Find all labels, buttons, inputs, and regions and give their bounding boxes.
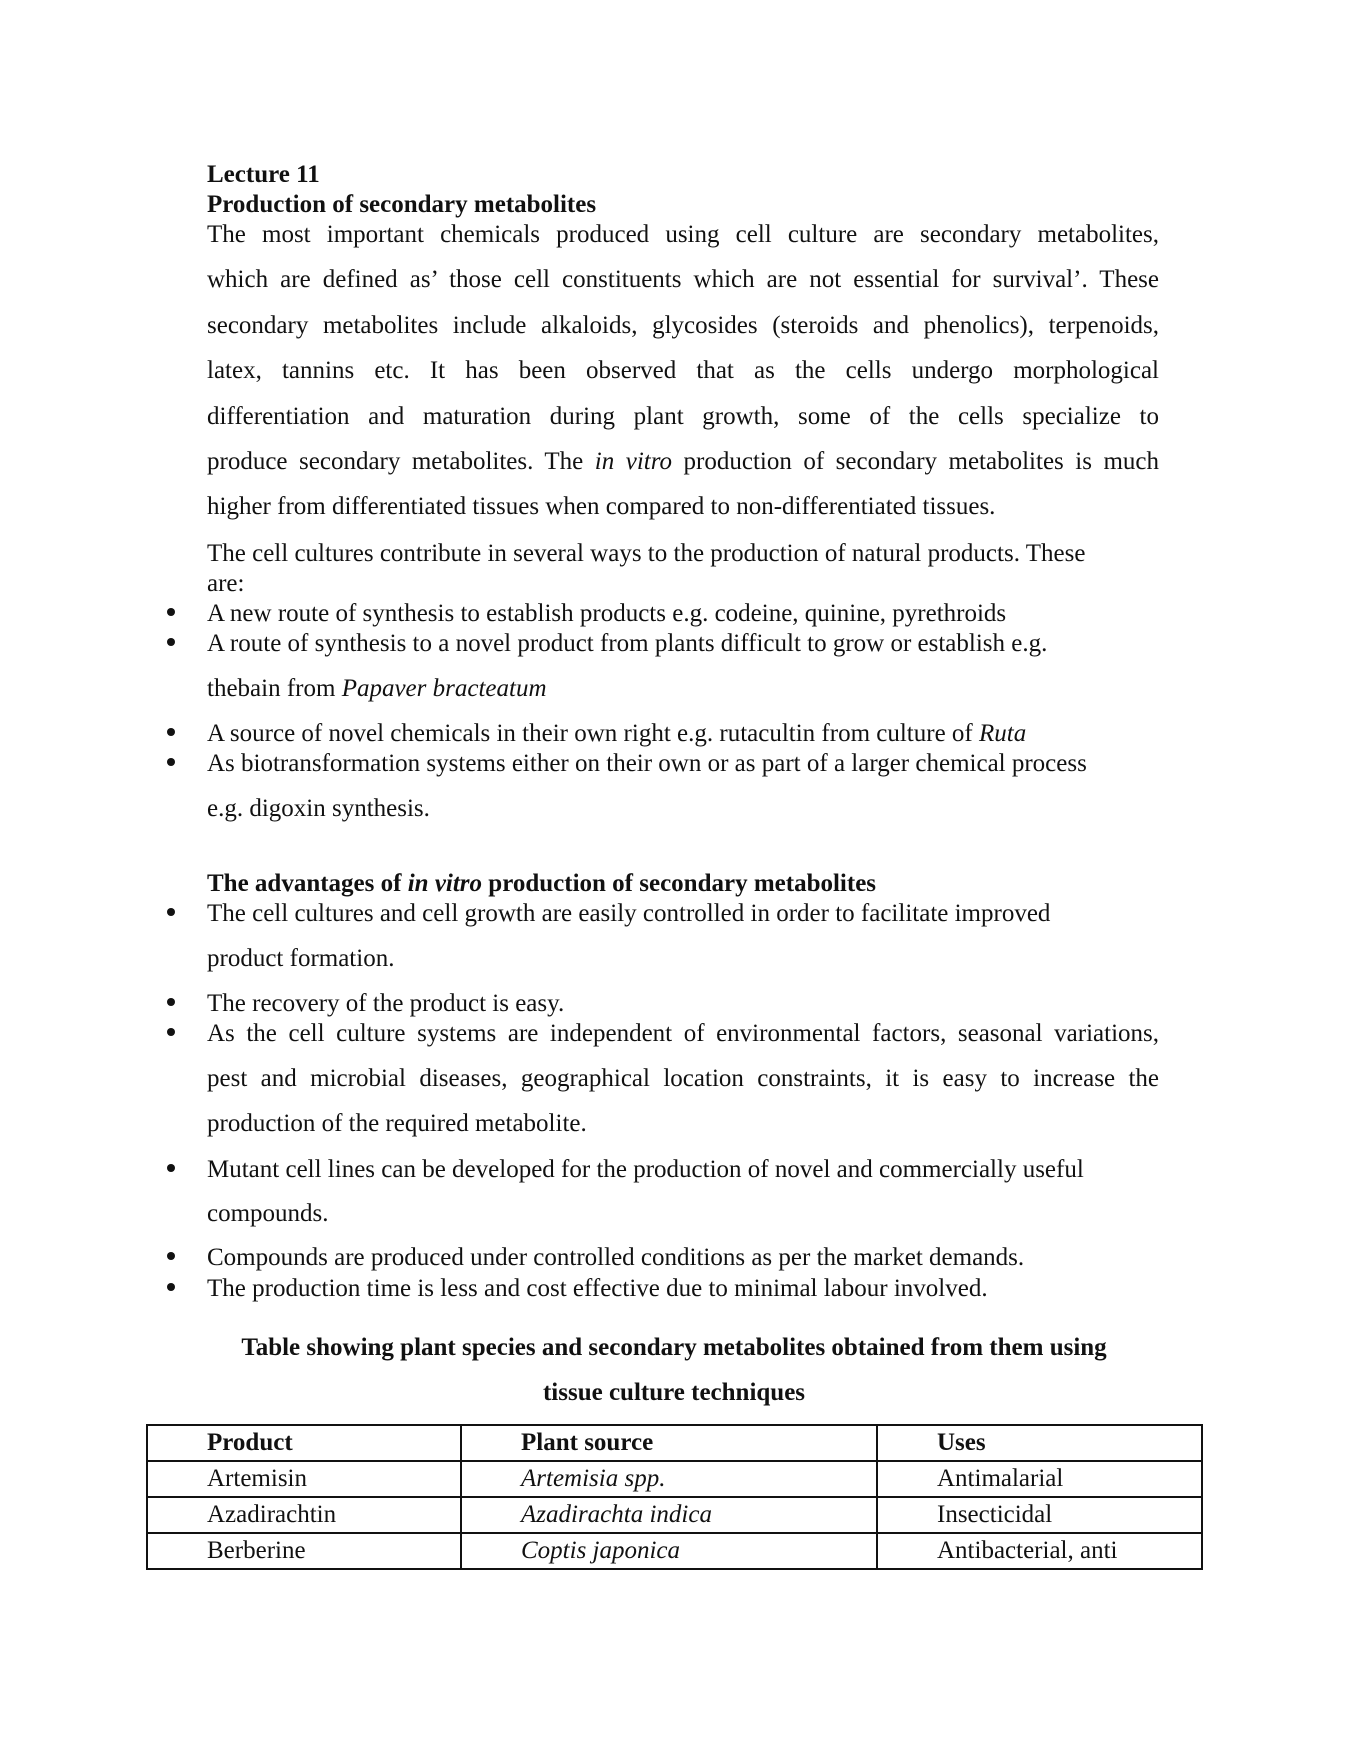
metabolites-table	[146, 1424, 1203, 1570]
species-name: Ruta	[979, 720, 1027, 747]
uses-cell: Antimalarial	[877, 1461, 1202, 1497]
section-heading	[207, 869, 876, 899]
text: production of secondary metabolites is much	[672, 448, 1159, 475]
bullet-icon	[166, 638, 178, 650]
bullet-icon	[166, 758, 178, 770]
text: thebain from	[207, 675, 342, 702]
text: produce secondary metabolites. The	[207, 448, 595, 475]
intro-line	[207, 447, 1159, 477]
column-header: Plant source	[461, 1425, 877, 1461]
plant-source-cell: Coptis japonica	[461, 1533, 877, 1569]
table-row	[147, 1533, 1202, 1569]
text: A source of novel chemicals in their own right e.g. rutacultin from culture of	[207, 720, 979, 747]
list-item-continuation	[207, 674, 547, 704]
list-item: The cell cultures and cell growth are easily controlled in order to facilitate improved	[207, 900, 1051, 927]
list-item-continuation: product formation.	[207, 945, 395, 972]
italic-term: in vitro	[407, 870, 483, 897]
italic-term: in vitro	[594, 448, 673, 475]
list-item: As biotransformation systems either on their own or as part of a larger chemical process	[207, 750, 1087, 777]
list-item: Compounds are produced under controlled conditions as per the market demands.	[207, 1244, 1025, 1271]
bullet-icon	[166, 1283, 178, 1295]
intro-line: which are defined as’ those cell constituents which are not essential for survival’. These	[207, 266, 1159, 293]
intro-line: higher from differentiated tissues when compared to non-differentiated tissues.	[207, 493, 996, 520]
intro-line: differentiation and maturation during plant growth, some of the cells specialize to	[207, 403, 1159, 430]
table-caption: Table showing plant species and secondary metabolites obtained from them using	[241, 1334, 1107, 1361]
species-name: Papaver bracteatum	[341, 675, 547, 702]
list-item-continuation: e.g. digoxin synthesis.	[207, 795, 430, 822]
table-row	[147, 1497, 1202, 1533]
plant-source-cell: Azadirachta indica	[461, 1497, 877, 1533]
intro-line: secondary metabolites include alkaloids, glycosides (steroids and phenolics), terpenoids,	[207, 312, 1159, 339]
list-item: The recovery of the product is easy.	[207, 990, 565, 1017]
contributions-lead: The cell cultures contribute in several ways to the production of natural products. These	[207, 540, 1086, 567]
list-item	[207, 719, 1026, 749]
column-header: Product	[147, 1425, 461, 1461]
list-item: A route of synthesis to a novel product from plants difficult to grow or establish e.g.	[207, 630, 1048, 657]
plant-source-cell: Artemisia spp.	[461, 1461, 877, 1497]
bullet-icon	[166, 1164, 178, 1176]
product-cell: Azadirachtin	[147, 1497, 461, 1533]
list-item: A new route of synthesis to establish products e.g. codeine, quinine, pyrethroids	[207, 600, 1007, 627]
lecture-number: Lecture 11	[207, 161, 320, 188]
table-header-row	[147, 1425, 1202, 1461]
list-item: As the cell culture systems are independent of environmental factors, seasonal variations,	[207, 1020, 1159, 1047]
list-item-continuation: compounds.	[207, 1200, 329, 1227]
text: production of secondary metabolites	[482, 870, 877, 897]
uses-cell: Insecticidal	[877, 1497, 1202, 1533]
list-item: The production time is less and cost effective due to minimal labour involved.	[207, 1275, 988, 1302]
column-header: Uses	[877, 1425, 1202, 1461]
bullet-icon	[166, 1252, 178, 1264]
contributions-lead: are:	[207, 570, 245, 597]
intro-line: The most important chemicals produced using cell culture are secondary metabolites,	[207, 221, 1159, 248]
bullet-icon	[166, 728, 178, 740]
uses-cell: Antibacterial, anti	[877, 1533, 1202, 1569]
table-caption: tissue culture techniques	[542, 1379, 806, 1406]
list-item-continuation: production of the required metabolite.	[207, 1110, 587, 1137]
bullet-icon	[166, 1028, 178, 1040]
product-cell: Artemisin	[147, 1461, 461, 1497]
bullet-icon	[166, 608, 178, 620]
list-item: Mutant cell lines can be developed for the production of novel and commercially useful	[207, 1156, 1084, 1183]
text: The advantages of	[207, 870, 408, 897]
product-cell: Berberine	[147, 1533, 461, 1569]
intro-line: latex, tannins etc. It has been observed that as the cells undergo morphological	[207, 357, 1159, 384]
bullet-icon	[166, 908, 178, 920]
table-row	[147, 1461, 1202, 1497]
bullet-icon	[166, 998, 178, 1010]
list-item-continuation: pest and microbial diseases, geographical location constraints, it is easy to increase the	[207, 1065, 1159, 1092]
page-title: Production of secondary metabolites	[207, 191, 597, 218]
